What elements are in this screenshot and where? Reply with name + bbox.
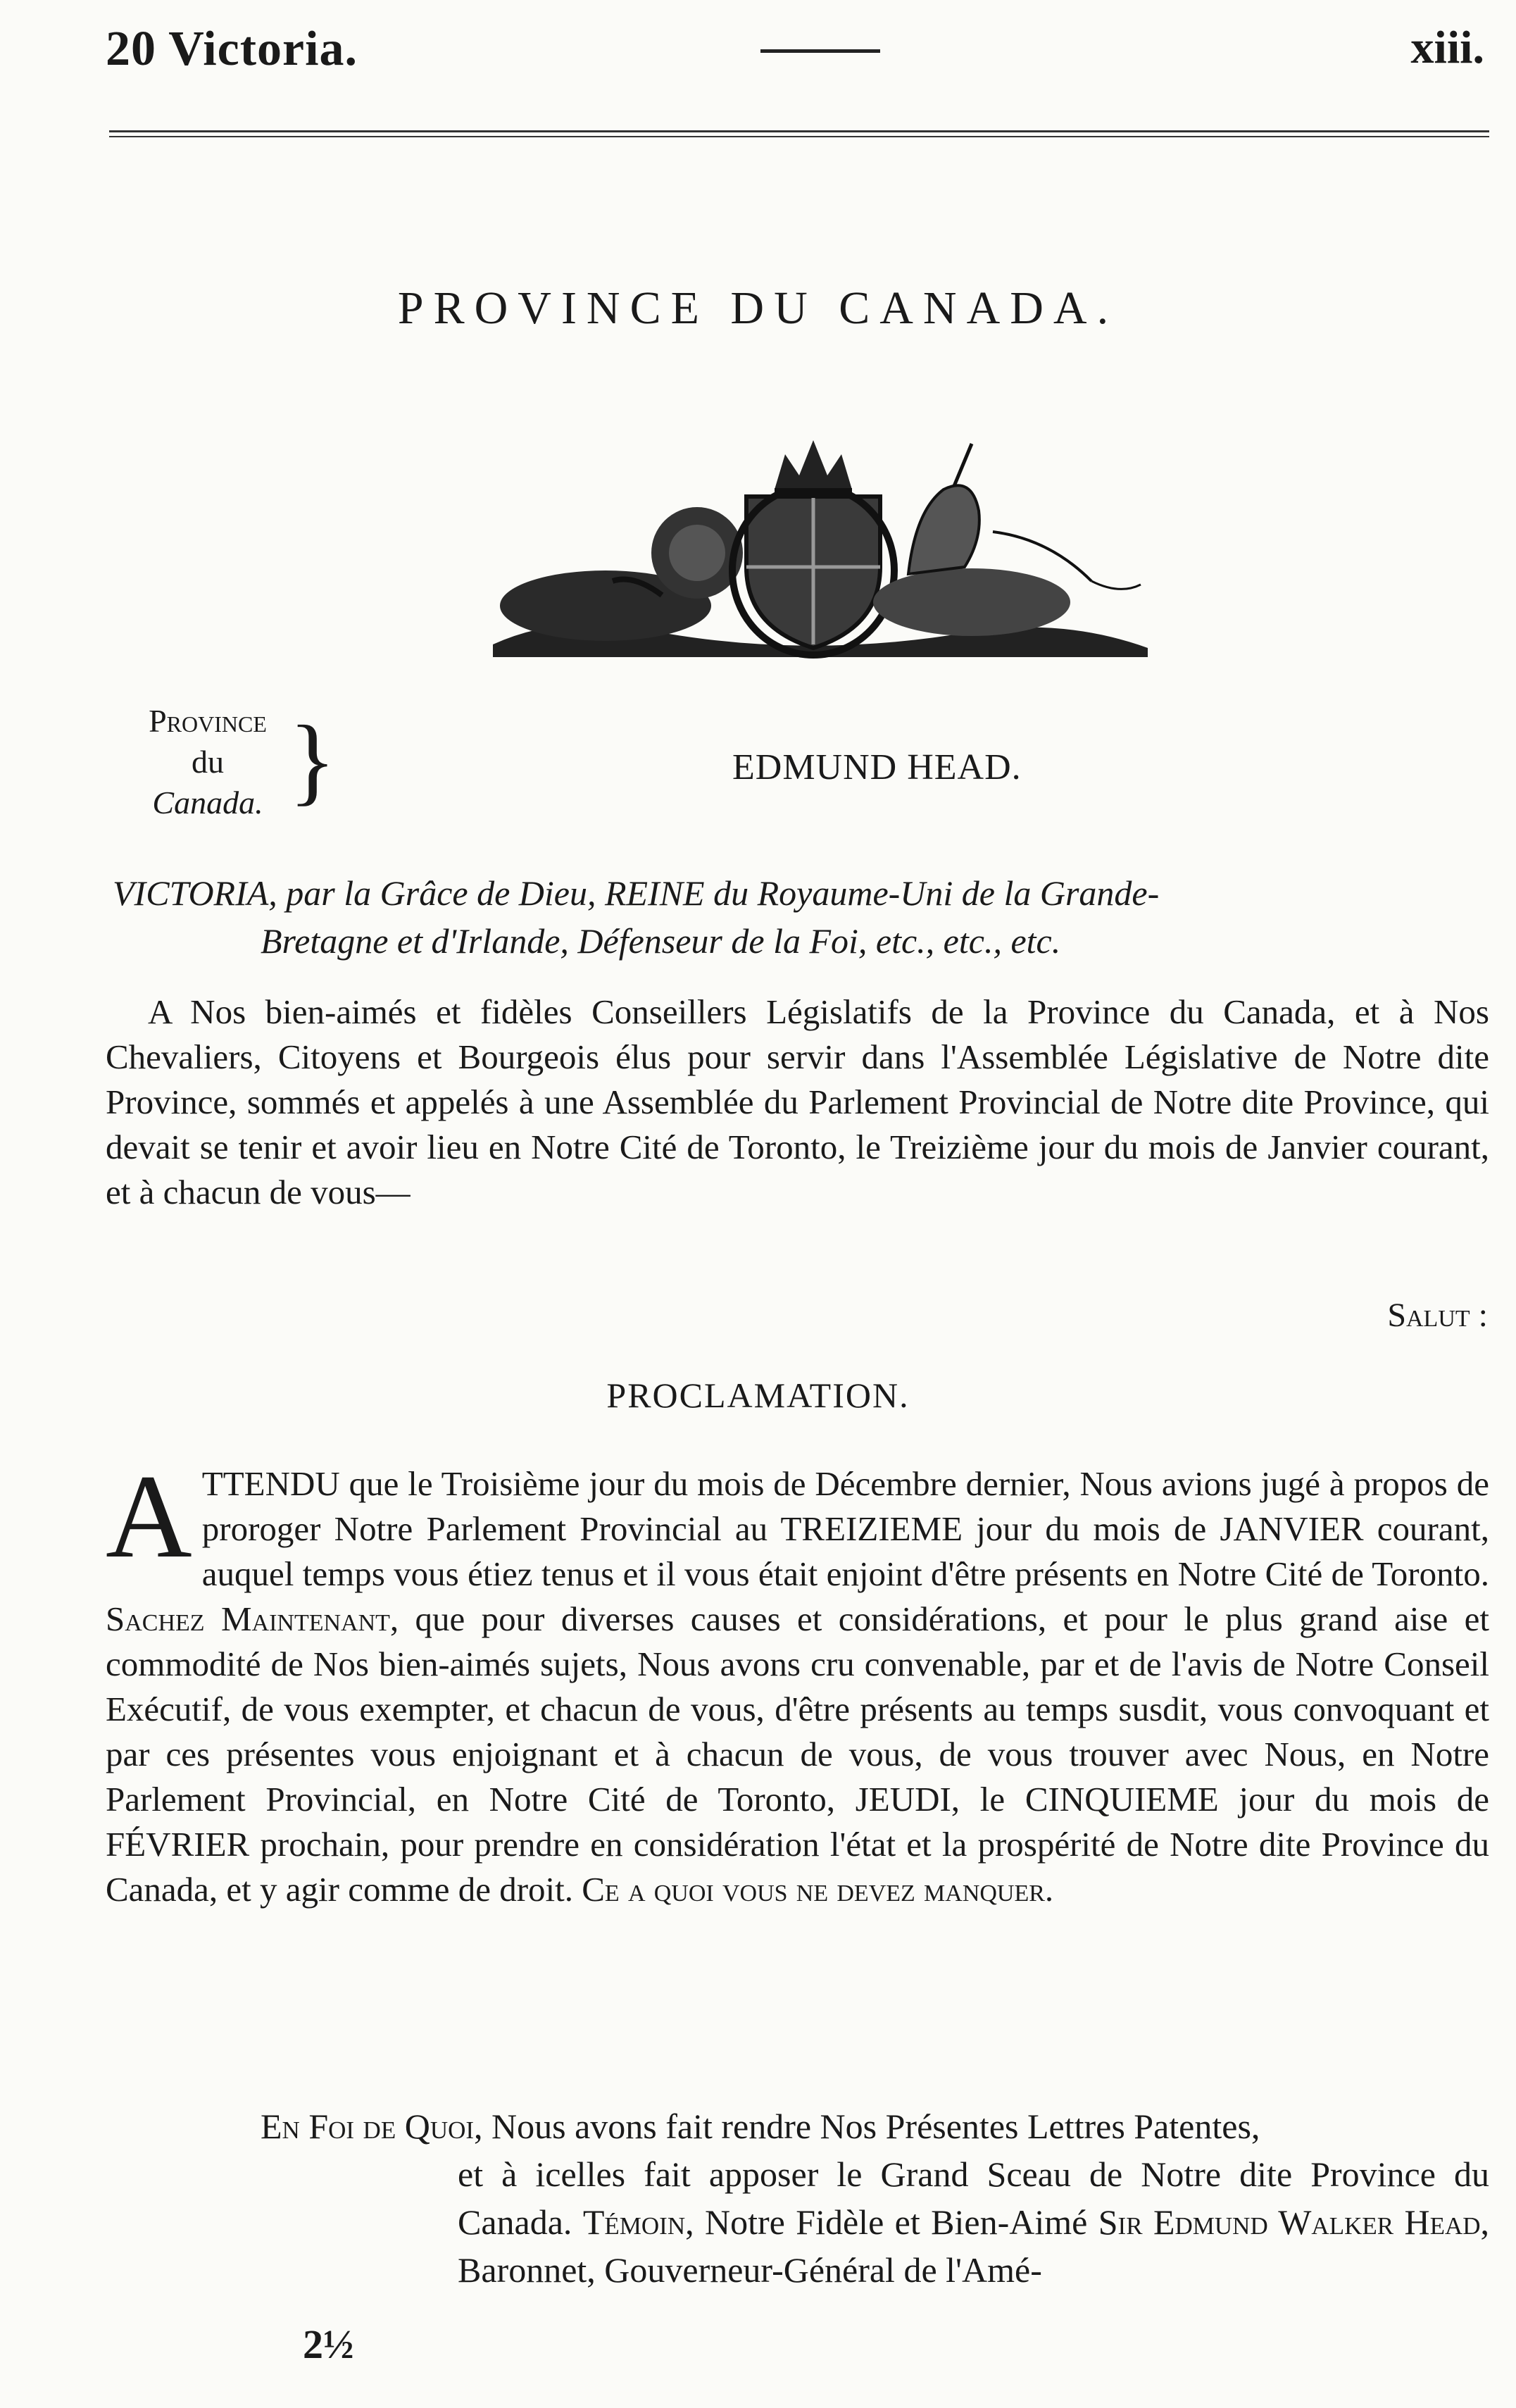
brace-icon: }	[289, 706, 337, 815]
governor-name: EDMUND HEAD.	[732, 747, 1022, 787]
body-text: que le Troisième jour du mois de Décembre dernier, Nous avions jugé à propos de proroger Notre Parlement Provincial au TREIZIEME jour du mois de JANVIER courant, auquel temps vous étiez tenus et il vous était enjoint d'être présents en Notre Cité de Toronto.	[201, 1464, 1490, 1593]
header-rule-bottom	[109, 136, 1489, 137]
testimonium-rest: et à icelles fait apposer le Grand Sceau de Notre dite Province du Canada.	[458, 2154, 1489, 2242]
header-rule-top	[109, 130, 1489, 132]
body-sachez: Sachez Maintenant,	[106, 1599, 399, 1638]
testimonium-rest3: Baronnet, Gouverneur-Général de l'Amé-	[458, 2250, 1042, 2290]
body-opening: TTENDU	[201, 1464, 340, 1503]
margin-note-line1: Province	[149, 703, 267, 739]
testimonium-temoin: Témoin,	[582, 2202, 694, 2242]
testimonium	[261, 2102, 1489, 2294]
header-dash	[760, 49, 880, 53]
drop-cap: A	[106, 1450, 192, 1583]
proclamation-heading: PROCLAMATION.	[606, 1375, 910, 1415]
testimonium-line1: Nous avons fait rendre Nos Présentes Lettres Patentes,	[491, 2107, 1260, 2146]
body-text2: que pour diverses causes et considérations, et pour le plus grand aise et commodité de Nos bien-aimés sujets, Nous avons cru convenable, par et de l'avis de Notre Conseil Exécutif, de vous exempter, et chacun de vous, d'être présents au temps susdit, vous convoquant et par ces présentes vous enjoignant et à chacun de vous, de vous trouver avec Nous, en Notre Parlement Provincial, en Notre Cité de Toronto, JEUDI, le CINQUIEME jour du mois de FÉVRIER prochain, pour prendre en considération l'état et la prospérité de Notre dite Province du Canada, et y agir comme de droit.	[106, 1599, 1489, 1909]
testimonium-rest2: Notre Fidèle et Bien-Aimé	[705, 2202, 1088, 2242]
signature-mark: 2½	[303, 2321, 354, 2367]
page-number: xiii.	[1410, 22, 1484, 73]
royal-style-line1: VICTORIA, par la Grâce de Dieu, REINE du Royaume-Uni de la Grande-	[113, 873, 1160, 913]
testimonium-lead: En Foi de Quoi,	[261, 2107, 483, 2146]
body-closing: Ce a quoi vous ne devez manquer.	[582, 1870, 1054, 1909]
margin-note	[106, 701, 337, 823]
royal-style-line2: Bretagne et d'Irlande, Défenseur de la Foi, etc., etc., etc.	[261, 921, 1061, 961]
royal-coat-of-arms-icon	[486, 433, 1155, 666]
proclamation-body	[106, 1450, 1490, 1912]
margin-note-line3: Canada.	[152, 785, 263, 821]
page-title: PROVINCE DU CANADA.	[397, 282, 1119, 334]
testimonium-body	[261, 2150, 1489, 2294]
salutation: Salut :	[1387, 1297, 1488, 1334]
running-title: 20 Victoria.	[106, 22, 358, 76]
margin-note-line2: du	[192, 744, 224, 780]
testimonium-name: Sir Edmund Walker Head,	[1098, 2202, 1490, 2242]
address-paragraph: A Nos bien-aimés et fidèles Conseillers Législatifs de la Province du Canada, et à Nos Chevaliers, Citoyens et Bourgeois élus pour servir dans l'Assemblée Législative de Notre dite Province, sommés et appelés à une Assemblée du Parlement Provincial de Notre dite Province, qui devait se tenir et avoir lieu en Notre Cité de Toronto, le Treizième jour du mois de Janvier courant, et à chacun de vous—	[106, 992, 1489, 1211]
